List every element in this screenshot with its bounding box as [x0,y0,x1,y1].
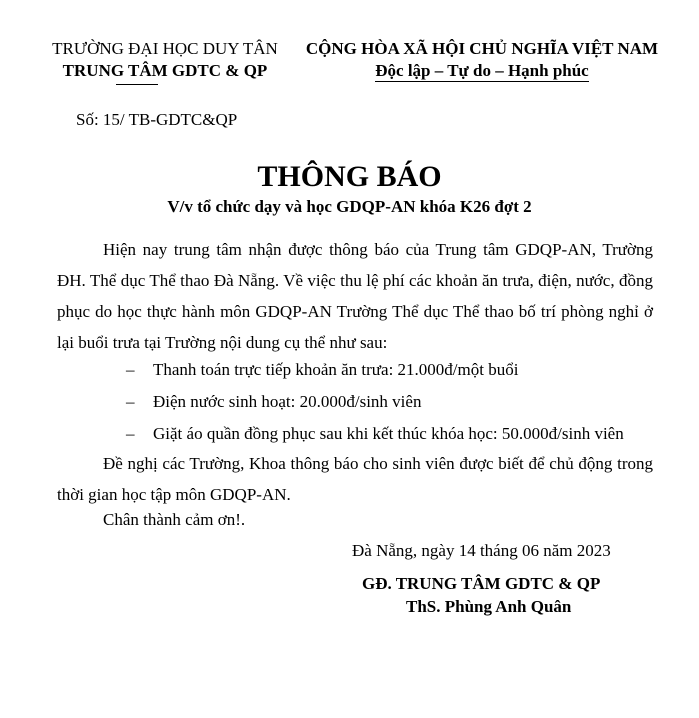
signer-title: GĐ. TRUNG TÂM GDTC & QP [362,574,601,593]
national-motto: Độc lập – Tự do – Hạnh phúc [375,61,589,80]
university-name: TRƯỜNG ĐẠI HỌC DUY TÂN [52,39,278,58]
thanks-line: Chân thành cảm ơn!. [103,510,246,529]
document-title: THÔNG BÁO [257,160,442,193]
national-name: CỘNG HÒA XÃ HỘI CHỦ NGHĨA VIỆT NAM [305,39,659,58]
date-line: Đà Nẵng, ngày 14 tháng 06 năm 2023 [352,541,611,560]
intro-paragraph: Hiện nay trung tâm nhận được thông báo của Trung tâm GDQP-AN, Trường ĐH. Thể dục Thể thao Đà Nẵng. Về việc thu lệ phí các khoản ăn trưa, điện, nước, đồng phục do học thực hành môn GDQP-AN Trường Thể dục Thể thao bố trí phòng nghỉ ở lại buổi trưa tại Trường nội dung cụ thể như sau: [57,240,653,352]
list-item-text: Thanh toán trực tiếp khoản ăn trưa: 21.000đ/một buổi [153,360,519,379]
list-item-text: Giặt áo quần đồng phục sau khi kết thúc khóa học: 50.000đ/sinh viên [153,424,624,443]
list-dash: – [126,424,135,443]
signer-name: ThS. Phùng Anh Quân [406,597,572,616]
list-item-text: Điện nước sinh hoạt: 20.000đ/sinh viên [153,392,422,411]
list-dash: – [126,392,135,411]
issuer-block [40,38,290,82]
document-subtitle: V/v tổ chức dạy và học GDQP-AN khóa K26 đợt 2 [167,197,532,216]
center-name: TRUNG TÂM GDTC & QP [62,61,268,80]
list-dash: – [126,360,135,379]
document-number: Số: 15/ TB-GDTC&QP [76,110,238,129]
issuer-underline [116,84,158,85]
national-header [296,38,668,82]
request-paragraph: Đề nghị các Trường, Khoa thông báo cho sinh viên được biết để chủ động trong thời gian học tập môn GDQP-AN. [57,454,653,504]
